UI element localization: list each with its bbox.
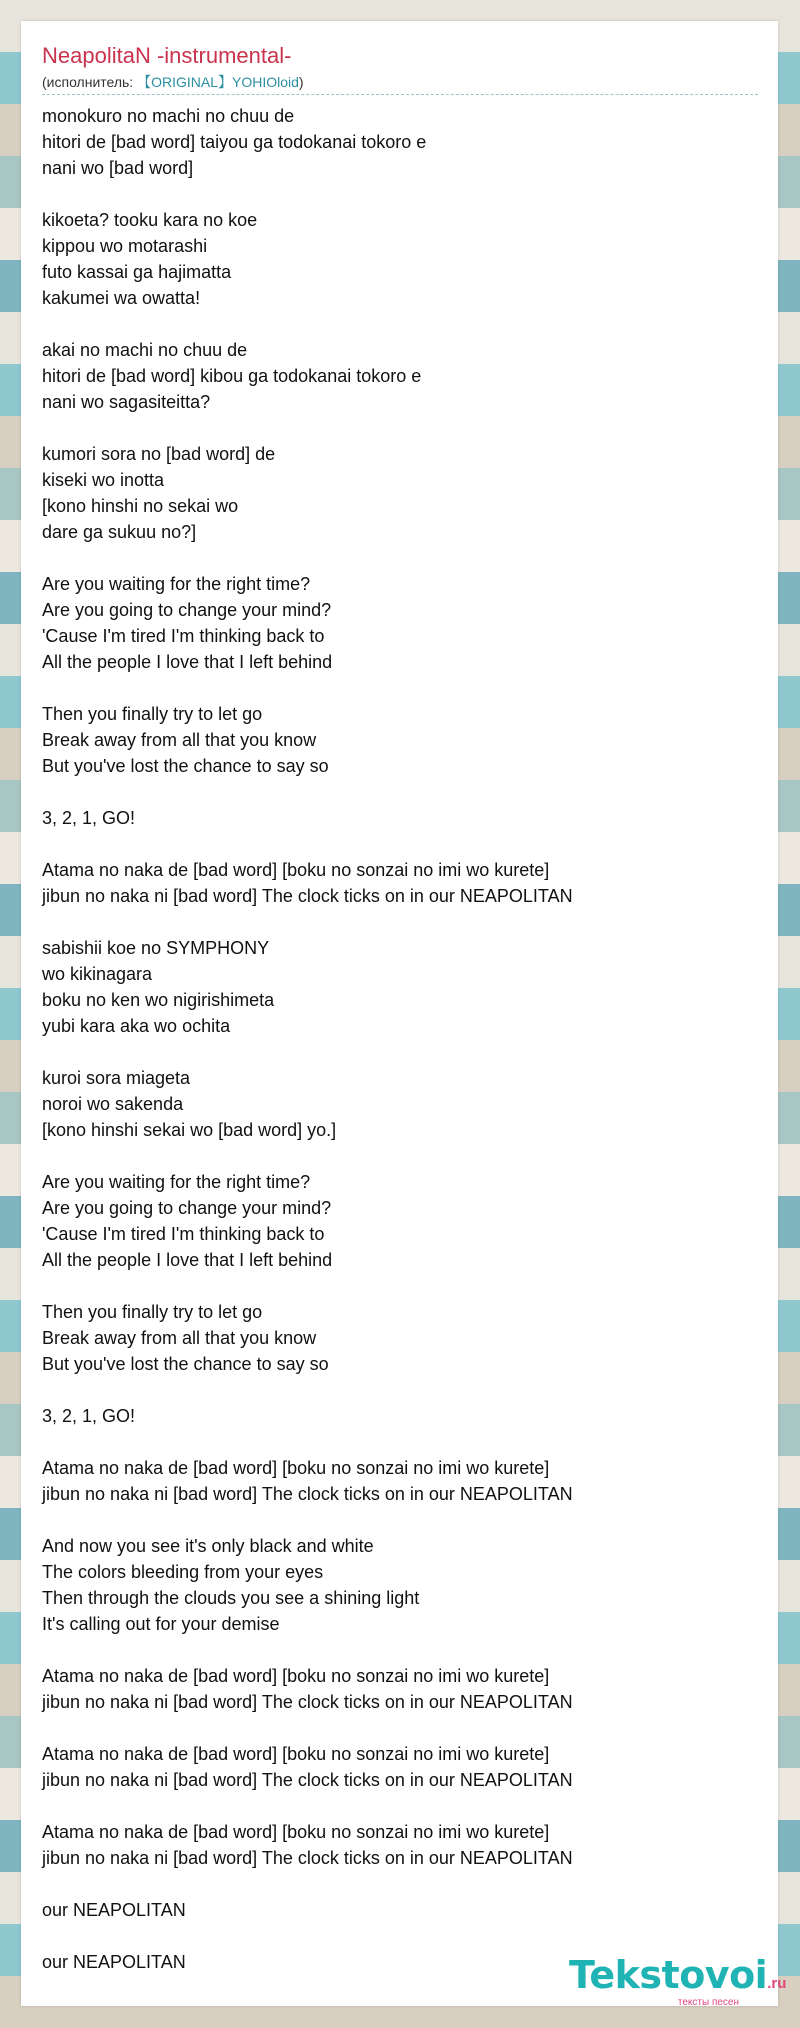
- logo-tld: .ru: [767, 1975, 787, 1992]
- lyrics-line: Then you finally try to let go: [42, 704, 263, 724]
- lyrics-stanza: [42, 337, 758, 415]
- lyrics-stanza: [42, 1741, 758, 1793]
- lyrics-stanza: [42, 441, 758, 545]
- lyrics-line: 'Cause I'm tired I'm thinking back to: [42, 626, 325, 646]
- lyrics-line: Atama no naka de [bad word] [boku no sonzai no imi wo kurete]: [42, 1744, 550, 1764]
- lyrics-line: jibun no naka ni [bad word] The clock ticks on in our NEAPOLITAN: [42, 1848, 573, 1868]
- lyrics-line: All the people I love that I left behind: [42, 652, 333, 672]
- lyrics-line: kumori sora no [bad word] de: [42, 444, 276, 464]
- lyrics-line: monokuro no machi no chuu de: [42, 106, 295, 126]
- lyrics-line: jibun no naka ni [bad word] The clock ticks on in our NEAPOLITAN: [42, 886, 573, 906]
- lyrics-stanza: [42, 805, 758, 831]
- lyrics-stanza: [42, 207, 758, 311]
- lyrics-line: [kono hinshi sekai wo [bad word] yo.]: [42, 1120, 337, 1140]
- lyrics-line: Then you finally try to let go: [42, 1302, 263, 1322]
- lyrics-stanza: [42, 1455, 758, 1507]
- lyrics-stanza: [42, 1065, 758, 1143]
- lyrics-stanza: [42, 571, 758, 675]
- artist-link[interactable]: 【ORIGINAL】YOHIOloid: [137, 74, 299, 90]
- lyrics-line: akai no machi no chuu de: [42, 340, 248, 360]
- lyrics-card: [21, 21, 787, 2008]
- lyrics-line: Then through the clouds you see a shining light: [42, 1588, 420, 1608]
- lyrics-line: nani wo [bad word]: [42, 158, 194, 178]
- lyrics-line: futo kassai ga hajimatta: [42, 262, 232, 282]
- lyrics-line: noroi wo sakenda: [42, 1094, 184, 1114]
- artist-prefix: (исполнитель:: [42, 74, 138, 90]
- lyrics-line: kiseki wo inotta: [42, 470, 165, 490]
- lyrics-line: hitori de [bad word] kibou ga todokanai tokoro e: [42, 366, 422, 386]
- lyrics-stanza: [42, 1819, 758, 1871]
- lyrics-line: Atama no naka de [bad word] [boku no sonzai no imi wo kurete]: [42, 860, 550, 880]
- lyrics-line: Atama no naka de [bad word] [boku no sonzai no imi wo kurete]: [42, 1822, 550, 1842]
- lyrics-line: wo kikinagara: [42, 964, 153, 984]
- lyrics-stanza: [42, 103, 758, 181]
- lyrics-line: Atama no naka de [bad word] [boku no sonzai no imi wo kurete]: [42, 1458, 550, 1478]
- lyrics-stanza: [42, 701, 758, 779]
- lyrics-line: But you've lost the chance to say so: [42, 1354, 329, 1374]
- lyrics-line: 'Cause I'm tired I'm thinking back to: [42, 1224, 325, 1244]
- lyrics-stanza: [42, 1169, 758, 1273]
- lyrics-line: hitori de [bad word] taiyou ga todokanai tokoro e: [42, 132, 427, 152]
- lyrics-line: yubi kara aka wo ochita: [42, 1016, 231, 1036]
- lyrics-line: kippou wo motarashi: [42, 236, 208, 256]
- lyrics-line: jibun no naka ni [bad word] The clock ticks on in our NEAPOLITAN: [42, 1484, 573, 1504]
- lyrics-line: Atama no naka de [bad word] [boku no sonzai no imi wo kurete]: [42, 1666, 550, 1686]
- lyrics-line: jibun no naka ni [bad word] The clock ticks on in our NEAPOLITAN: [42, 1770, 573, 1790]
- logo-brand: Tekstovoi: [569, 1953, 768, 1997]
- lyrics-line: nani wo sagasiteitta?: [42, 392, 211, 412]
- lyrics-line: Break away from all that you know: [42, 730, 317, 750]
- lyrics-line: 3, 2, 1, GO!: [42, 1406, 136, 1426]
- lyrics-line: jibun no naka ni [bad word] The clock ticks on in our NEAPOLITAN: [42, 1692, 573, 1712]
- lyrics-stanza: [42, 1533, 758, 1637]
- lyrics-line: our NEAPOLITAN: [42, 1952, 186, 1972]
- lyrics-line: 3, 2, 1, GO!: [42, 808, 136, 828]
- lyrics-line: boku no ken wo nigirishimeta: [42, 990, 275, 1010]
- site-logo[interactable]: [569, 1953, 787, 2008]
- lyrics-line: Are you going to change your mind?: [42, 600, 332, 620]
- lyrics-line: kakumei wa owatta!: [42, 288, 201, 308]
- lyrics-line: [kono hinshi no sekai wo: [42, 496, 239, 516]
- artist-line: [42, 72, 758, 95]
- lyrics-line: It's calling out for your demise: [42, 1614, 280, 1634]
- lyrics-line: kuroi sora miageta: [42, 1068, 191, 1088]
- lyrics-line: sabishii koe no SYMPHONY: [42, 938, 270, 958]
- lyrics-line: kikoeta? tooku kara no koe: [42, 210, 258, 230]
- lyrics-line: Are you going to change your mind?: [42, 1198, 332, 1218]
- lyrics-stanza: [42, 857, 758, 909]
- lyrics-line: dare ga sukuu no?]: [42, 522, 197, 542]
- lyrics-stanza: [42, 1897, 758, 1923]
- lyrics-stanza: [42, 1403, 758, 1429]
- lyrics-line: our NEAPOLITAN: [42, 1900, 186, 1920]
- lyrics-line: All the people I love that I left behind: [42, 1250, 333, 1270]
- lyrics-line: But you've lost the chance to say so: [42, 756, 329, 776]
- lyrics-line: The colors bleeding from your eyes: [42, 1562, 324, 1582]
- lyrics-stanza: [42, 1663, 758, 1715]
- lyrics-body: [42, 103, 758, 2001]
- lyrics-line: Are you waiting for the right time?: [42, 574, 311, 594]
- artist-suffix: ): [298, 74, 304, 90]
- logo-tagline: тексты песен: [677, 1997, 739, 2008]
- lyrics-line: Break away from all that you know: [42, 1328, 317, 1348]
- lyrics-stanza: [42, 1299, 758, 1377]
- song-title: NeapolitaN -instrumental-: [42, 43, 292, 68]
- lyrics-line: Are you waiting for the right time?: [42, 1172, 311, 1192]
- lyrics-line: And now you see it's only black and white: [42, 1536, 374, 1556]
- lyrics-stanza: [42, 935, 758, 1039]
